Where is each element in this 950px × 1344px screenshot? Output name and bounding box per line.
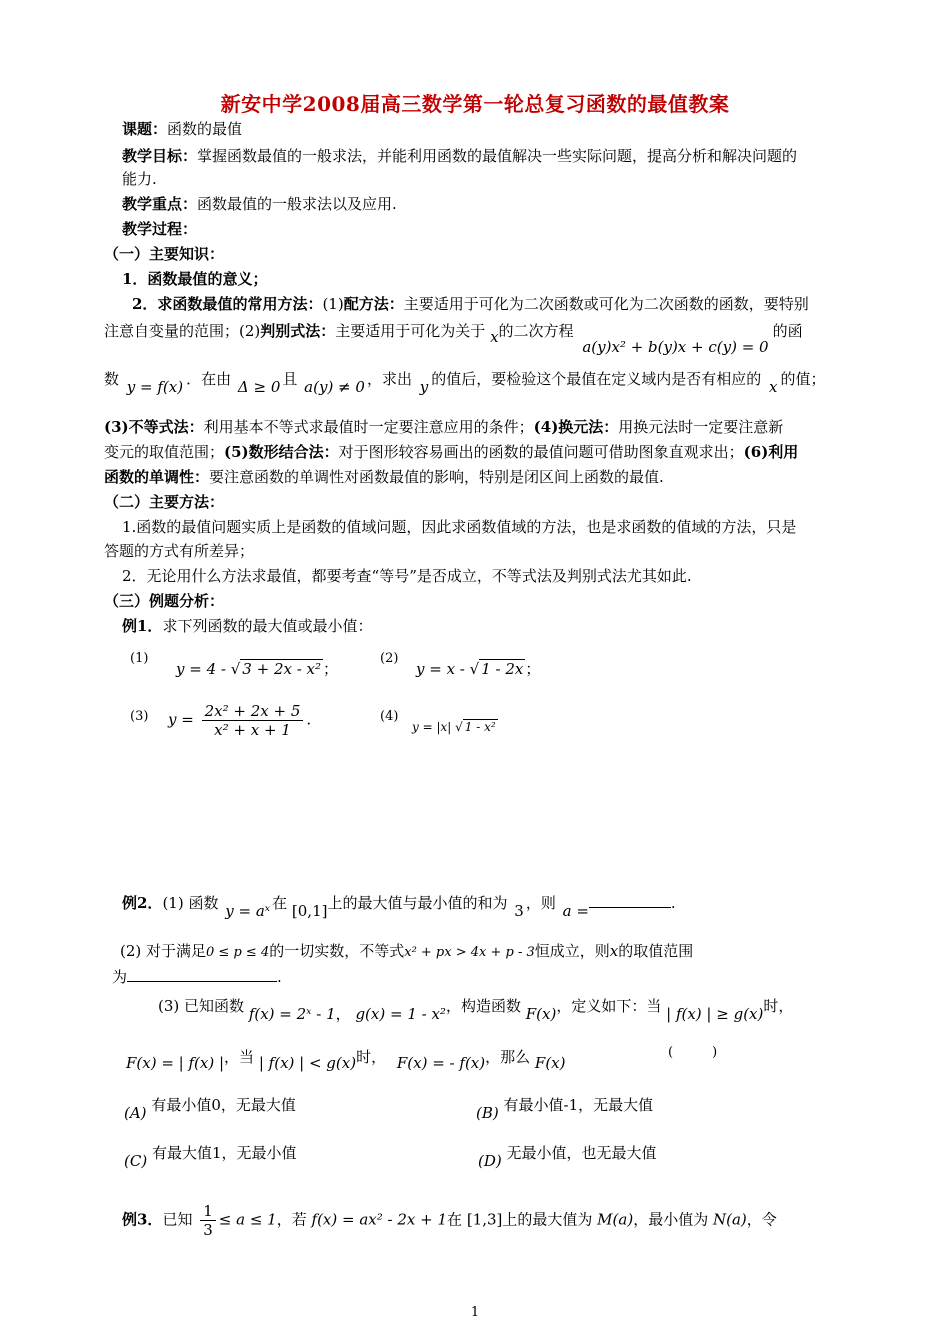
method-1-text: 主要适用于可化为二次函数或可化为二次函数的函数，要特别 — [403, 295, 809, 313]
methods-label: 2．求函数最值的常用方法： — [132, 295, 323, 313]
option-a[interactable] — [124, 1094, 296, 1122]
ex2-q3-text-f: 时， — [356, 1048, 387, 1066]
ex2-q1-sum: 3 — [514, 902, 524, 920]
ex3-fraction-numerator: 1 — [200, 1202, 216, 1221]
topic-line — [122, 118, 242, 140]
ex3-text-e: 上的最大值为 — [502, 1210, 593, 1229]
coefficient-condition: a(y) ≠ 0 — [304, 378, 365, 396]
ex1-f3-end: . — [306, 710, 312, 729]
ex2-q1-answer-blank — [589, 893, 671, 908]
method-2-prefix: 注意自变量的范围；(2) — [104, 322, 261, 340]
focus-label: 教学重点： — [122, 195, 198, 213]
ex3-condition: ≤ a ≤ 1 — [218, 1210, 277, 1229]
process-label: 教学过程： — [122, 220, 198, 238]
ex3-fraction-denominator: 3 — [203, 1221, 213, 1239]
ex2-q2-condition: 0 ≤ p ≤ 4 — [206, 945, 270, 960]
example-2-q3 — [158, 995, 794, 1023]
line4-a: 数 — [104, 370, 120, 388]
goal-text-2: 能力. — [122, 170, 157, 188]
option-c[interactable] — [124, 1142, 297, 1170]
ex2-q2-text-e: 的取值范围 — [618, 942, 694, 960]
ex1-formula-4: y = |x| √ 1 - x² — [412, 720, 496, 734]
example-3-label: 例3． — [122, 1210, 163, 1229]
ex1-num-2: (2) — [380, 651, 399, 666]
method-2-variable: x — [490, 328, 499, 346]
ex2-q3-f: f(x) = 2ˣ - 1 — [248, 1005, 336, 1023]
ex2-q3-answer-paren: ( ) — [668, 1045, 718, 1060]
option-a-text: 有最小值0，无最大值 — [151, 1096, 296, 1114]
option-b[interactable] — [476, 1094, 654, 1122]
ex2-q1-answer-lhs: a = — [562, 902, 589, 920]
ex2-q2-x: x — [609, 942, 619, 960]
example-2-label: 例2． — [122, 894, 163, 912]
ex2-q3-text-d: 时， — [763, 997, 794, 1015]
goal-line — [122, 145, 797, 167]
method-para-1: 1.函数的最值问题实质上是函数的值域问题，因此求函数值域的方法，也是求函数的值域的方法，只是 — [122, 518, 797, 536]
ex1-formula-3 — [168, 702, 311, 739]
example-2-q1 — [122, 892, 676, 920]
ex3-fraction — [200, 1202, 216, 1239]
line4-c: 且 — [282, 370, 298, 388]
knowledge-item-1: 1．函数最值的意义； — [122, 270, 268, 288]
ex2-q1-end: . — [670, 894, 676, 912]
ex2-q1-function: y = aˣ — [225, 902, 271, 920]
method-3-label: (3)不等式法： — [104, 418, 204, 436]
ex2-q3-g: g(x) = 1 - x² — [355, 1005, 446, 1023]
ex2-q2-answer-blank — [127, 967, 277, 982]
ex2-q3-F-2: F(x) — [534, 1054, 566, 1072]
ex1-f3-lhs: y = — [168, 710, 194, 729]
example-1-line — [122, 615, 372, 637]
method-2-text-2: 的二次方程 — [498, 322, 574, 340]
ex1-f2-part-a: y = x - — [416, 660, 465, 678]
option-b-text: 有最小值-1，无最大值 — [503, 1096, 654, 1114]
topic-text: 函数的最值 — [167, 120, 243, 138]
method-para-1-cont: 答题的方式有所差异； — [104, 542, 255, 560]
ex2-q2-text-a: (2) 对于满足 — [120, 942, 207, 960]
ex1-f3-fraction — [202, 702, 304, 739]
method-6-text: 要注意函数的单调性对函数最值的影响，特别是闭区间上函数的最值. — [209, 468, 664, 486]
ex1-num-4: (4) — [380, 709, 399, 724]
method-1-label: 配方法： — [343, 295, 404, 313]
ex1-formula-2: y = x - √ 1 - 2x ； — [416, 660, 541, 678]
ex2-q2-text-b: 的一切实数，不等式 — [269, 942, 405, 960]
ex1-f2-end: ； — [525, 660, 541, 678]
example-2-q2-cont — [112, 966, 282, 988]
ex2-q3-definition-1: F(x) = | f(x) | — [126, 1054, 225, 1072]
ex3-max: M(a) — [597, 1210, 634, 1229]
ex3-text-g: ，令 — [746, 1210, 777, 1229]
ex2-q2-inequality: x² + px > 4x + p - 3 — [404, 945, 535, 960]
ex2-q2-text-f: 为 — [112, 968, 128, 986]
ex2-q1-text-b: 在 — [272, 894, 288, 912]
ex2-q3-text-g: ，那么 — [485, 1048, 531, 1066]
section-3-heading: （三）例题分析： — [104, 592, 225, 610]
method-4-text: 用换元法时一定要注意新 — [618, 418, 784, 436]
option-b-letter: (B) — [476, 1104, 499, 1122]
method-1-number: (1) — [322, 295, 344, 313]
example-3-line — [122, 1202, 777, 1239]
option-a-letter: (A) — [124, 1104, 147, 1122]
focus-text: 函数最值的一般求法以及应用. — [197, 195, 397, 213]
ex1-f1-end: ； — [323, 660, 339, 678]
ex2-q3-condition-2: | f(x) | < g(x) — [258, 1054, 357, 1072]
ex3-text-c: ，若 — [276, 1210, 307, 1229]
ex2-q3-definition-2: F(x) = - f(x) — [396, 1054, 486, 1072]
ex3-function: f(x) = ax² - 2x + 1 — [311, 1210, 448, 1229]
option-c-text: 有最大值1，无最小值 — [151, 1144, 297, 1162]
ex2-q3-text-e: ，当 — [224, 1048, 255, 1066]
ex1-f4-radicand: 1 - x² — [464, 720, 496, 734]
ex2-q3-condition-1: | f(x) | ≥ g(x) — [666, 1005, 764, 1023]
function-expression: y = f(x) — [126, 378, 184, 396]
ex1-f2-radicand: 1 - 2x — [481, 660, 524, 678]
method-2-line-2 — [104, 368, 826, 396]
goal-label: 教学目标： — [122, 147, 198, 165]
method-5-label: (5)数形结合法： — [224, 443, 339, 461]
ex2-q3-text-a: (3) 已知函数 — [158, 997, 245, 1015]
ex2-q1-text-c: 上的最大值与最小值的和为 — [327, 894, 508, 912]
ex2-q3-text-b: ，构造函数 — [445, 997, 521, 1015]
method-4-label: (4)换元法： — [533, 418, 619, 436]
ex1-f1-radicand: 3 + 2x - x² — [242, 660, 322, 678]
ex1-f3-denominator: x² + x + 1 — [214, 721, 291, 739]
y-variable: y — [419, 378, 429, 396]
ex1-f3-numerator: 2x² + 2x + 5 — [202, 702, 304, 721]
method-3-line — [104, 416, 783, 438]
ex2-q1-text-a: (1) 函数 — [162, 894, 219, 912]
option-c-letter: (C) — [124, 1152, 148, 1170]
x-variable: x — [769, 378, 778, 396]
ex3-text-d: 在 — [447, 1210, 463, 1229]
page-title: 新安中学2008届高三数学第一轮总复习函数的最值教案 — [220, 92, 730, 116]
knowledge-item-2 — [132, 293, 809, 315]
ex2-q1-text-d: ，则 — [525, 894, 556, 912]
ex1-num-3: (3) — [130, 709, 149, 724]
example-1-text: 求下列函数的最大值或最小值： — [162, 617, 373, 635]
method-5-text: 对于图形较容易画出的函数的最值问题可借助图象直观求出； — [338, 443, 744, 461]
section-1-heading: （一）主要知识： — [104, 245, 225, 263]
focus-line — [122, 193, 397, 215]
example-2-q3-cont — [126, 1046, 566, 1072]
method-5-prefix: 变元的取值范围； — [104, 443, 225, 461]
ex2-q3-sep: ， — [335, 1005, 351, 1023]
ex2-q2-text-d: 恒成立，则 — [534, 942, 610, 960]
method-6-line — [104, 466, 664, 488]
method-2-text-3: 的函 — [772, 322, 803, 340]
line4-b: ．在由 — [186, 370, 232, 388]
ex2-q1-interval: [0,1] — [291, 902, 328, 920]
method-2-text: 主要适用于可化为关于 — [335, 322, 486, 340]
option-d[interactable] — [478, 1142, 657, 1170]
option-d-text: 无最小值，也无最大值 — [506, 1144, 657, 1162]
ex3-text-a: 已知 — [162, 1210, 193, 1229]
ex3-min: N(a) — [712, 1210, 747, 1229]
method-2-line — [104, 320, 803, 356]
ex1-f4-part-a: y = |x| — [412, 720, 452, 734]
example-2-q2 — [120, 940, 693, 964]
ex2-q2-end: . — [277, 968, 282, 986]
method-3-text: 利用基本不等式求最值时一定要注意应用的条件； — [203, 418, 534, 436]
ex3-text-f: ，最小值为 — [633, 1210, 709, 1229]
method-5-line — [104, 441, 798, 463]
ex1-num-1: (1) — [130, 651, 149, 666]
method-2-label: 判别式法： — [260, 322, 336, 340]
ex1-formula-1: y = 4 - √ 3 + 2x - x² ； — [176, 660, 339, 678]
section-2-heading: （二）主要方法： — [104, 493, 225, 511]
method-2-equation: a(y)x² + b(y)x + c(y) = 0 — [582, 338, 769, 356]
line4-d: ，求出 — [366, 370, 412, 388]
ex2-q3-F: F(x) — [525, 1005, 557, 1023]
discriminant-condition: Δ ≥ 0 — [237, 378, 281, 396]
option-d-letter: (D) — [478, 1152, 502, 1170]
ex2-q3-text-c: ，定义如下：当 — [556, 997, 662, 1015]
topic-label: 课题： — [122, 120, 168, 138]
line4-e: 的值后，要检验这个最值在定义域内是否有相应的 — [431, 370, 762, 388]
goal-text: 掌握函数最值的一般求法，并能利用函数的最值解决一些实际问题，提高分析和解决问题的 — [197, 147, 798, 165]
ex1-f1-part-a: y = 4 - — [176, 660, 226, 678]
goal-line-2 — [122, 168, 157, 190]
page-number: 1 — [470, 1305, 480, 1320]
method-6-label-2: 函数的单调性： — [104, 468, 210, 486]
example-1-label: 例1． — [122, 617, 163, 635]
line4-f: 的值； — [780, 370, 826, 388]
method-6-label: (6)利用 — [743, 443, 799, 461]
method-para-2: 2．无论用什么方法求最值，都要考查“等号”是否成立，不等式法及判别式法尤其如此. — [122, 567, 692, 585]
ex3-interval: [1,3] — [466, 1210, 503, 1229]
